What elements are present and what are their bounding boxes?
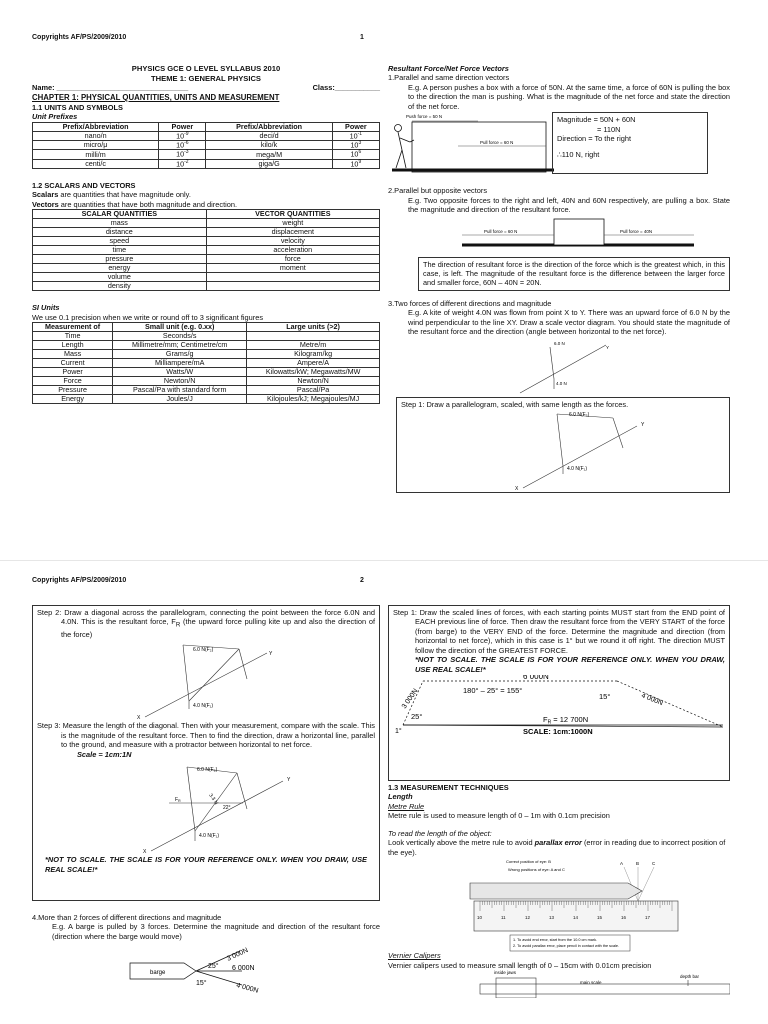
scalars-definition <box>32 190 380 199</box>
page-2 <box>0 560 768 1024</box>
scale-label: Scale = 1cm:1N <box>77 749 132 759</box>
figure-2-drawing <box>388 215 730 257</box>
si-cell: Time <box>33 332 113 341</box>
si-header-cell: Large units (>2) <box>247 323 380 332</box>
figure-parallel-same <box>388 112 730 178</box>
si-cell: Metre/m <box>247 341 380 350</box>
vectors-term: Vectors <box>32 199 59 209</box>
eye-c-label: C <box>652 861 656 867</box>
prefix-cell <box>33 159 159 168</box>
prefix-value: mega/M <box>256 149 283 159</box>
theme-title: THEME 1: GENERAL PHYSICS <box>151 73 261 83</box>
sv-cell: weight <box>206 219 379 228</box>
page-number: 1 <box>360 34 364 41</box>
prefix-row <box>33 150 380 159</box>
barge-label: barge <box>150 970 166 977</box>
chapter-title: CHAPTER 1: PHYSICAL QUANTITIES, UNITS AND MEASUREMENT <box>32 92 280 102</box>
si-units-table <box>32 322 380 404</box>
ruler-tick-label: 13 <box>549 915 555 921</box>
left-column <box>32 64 380 404</box>
sv-cell: time <box>33 246 207 255</box>
prefix-value: 10 <box>350 140 359 150</box>
scalars-def: are quantities that have magnitude only. <box>58 190 191 200</box>
resultant-heading: Resultant Force/Net Force Vectors <box>388 64 509 73</box>
sv-cell: velocity <box>206 237 379 246</box>
power-exponent: -1 <box>357 130 363 137</box>
item-3-num: 3. <box>388 298 395 308</box>
prefix-cell <box>206 150 332 159</box>
right-pull-label: Pull force = 40N <box>620 228 653 234</box>
vernier-text: Vernier calipers used to measure small length of 0 – 15cm with 0.01cm precision <box>388 960 652 970</box>
prefix-cell <box>206 159 332 168</box>
vd-fr <box>543 715 588 726</box>
item-1-example: E.g. A person pushes a box with a force of 50N. At the same time, a force of 60N is pulling the box to the direction the man is pushing. What is the magnitude of the net force and state the direction of the net force. <box>408 82 730 111</box>
prefix-header-cell: Power <box>159 122 206 131</box>
y-label: Y <box>287 777 291 784</box>
prefix-value: centi/c <box>85 158 106 168</box>
figure-5-drawing <box>47 639 367 721</box>
right-column <box>388 64 730 493</box>
si-cell: Millimetre/mm; Centimetre/cm <box>113 341 247 350</box>
figure-kite-forces <box>388 337 730 397</box>
item-1-title-text: Parallel and same direction vectors <box>394 73 510 83</box>
prefix-table <box>32 122 380 169</box>
prefix-value: 10 <box>349 131 358 141</box>
figure-4-drawing <box>417 410 717 492</box>
not-to-scale-note: *NOT TO SCALE. THE SCALE IS FOR YOUR REFERENCE ONLY. WHEN YOU DRAW, USE REAL SCALE!* <box>45 855 367 874</box>
f1-label: 4.0 N(F₁) <box>199 833 220 840</box>
wrong-eye-label: Wrong positions of eye: A and C <box>508 867 565 873</box>
power-exponent: -2 <box>184 158 189 165</box>
barge-angle-25: 25° <box>208 963 219 971</box>
metre-rule-heading: Metre Rule <box>388 801 425 811</box>
vd-angle-15: 15° <box>599 691 611 701</box>
si-cell: Energy <box>33 395 113 404</box>
step-1-text: Step 1: Draw a parallelogram, scaled, with same length as the forces. <box>401 399 629 409</box>
prefix-cell <box>33 150 159 159</box>
si-cell: Watts/W <box>113 368 247 377</box>
figure-3-drawing <box>388 337 730 397</box>
read-length-heading: To read the length of the object: <box>388 828 492 838</box>
metre-rule-text: Metre rule is used to measure length of 0 – 1m with 0.1cm precision <box>388 811 610 821</box>
step-3-text: Step 3: Measure the length of the diagonal. Then with your measurement, compare with the scale. This is the magnitude of the resultant force. Then to find the direction, draw a horizontal line, parallel to the ground, and measure with a protractor between horizontal to net force. <box>37 721 375 750</box>
class-label: Class:___________ <box>312 83 380 93</box>
parallax-term: parallax error <box>534 838 582 848</box>
sv-cell: displacement <box>206 228 379 237</box>
power-exponent: -9 <box>184 130 189 137</box>
x-label: X <box>137 715 141 722</box>
prefix-row <box>33 159 380 168</box>
sv-header-cell: VECTOR QUANTITIES <box>206 210 379 219</box>
item-3-example: E.g. A kite of weight 4.0N was flown from point X to Y. There was an upward force of 6.0 N by the wind perpendicular to the line XY. Draw a scale vector diagram. You should state the magnitude of the resultant force and the direction (angle between horizontal to the net force). <box>408 308 730 337</box>
figure-parallel-opposite <box>388 215 730 257</box>
vd-fr-subscript: R <box>547 719 552 726</box>
si-cell: Pascal/Pa <box>247 386 380 395</box>
answer-2-box: The direction of resultant force is the direction of the force which is the greatest which, in this case, is left. The magnitude of the resultant force is the difference between the larger force and smaller force, 60N – 40N = 20N. <box>418 257 730 291</box>
vd-angle-25: 25° <box>411 711 423 721</box>
ruler-tick-label: 17 <box>645 915 651 921</box>
step-2-text <box>37 608 375 639</box>
prefix-header-cell: Power <box>332 122 379 131</box>
sv-row <box>33 237 380 246</box>
prefix-cell <box>206 131 332 140</box>
depth-bar-label: depth bar <box>680 974 700 980</box>
sv-cell: distance <box>33 228 207 237</box>
resultant-value: 3.3 N <box>207 792 220 807</box>
fr-symbol: F <box>175 797 179 804</box>
vd-3000: 3 000N <box>400 687 420 710</box>
ruler-tick-label: 11 <box>501 915 506 921</box>
sv-row <box>33 282 380 291</box>
fr-subscript: R <box>178 799 181 804</box>
copyright: Copyrights AF/PS/2009/2010 <box>32 34 127 41</box>
step-2-sub: R <box>175 621 181 629</box>
barge-figure <box>32 941 380 997</box>
step-2-end: (the upward force pulling kite up and also the direction of the force) <box>61 617 375 639</box>
item-4-title <box>32 913 380 922</box>
si-cell: Mass <box>33 350 113 359</box>
y-label: Y <box>269 651 273 658</box>
item-3-title-text: Two forces of different directions and magnitude <box>394 298 552 308</box>
fr-label <box>175 797 181 803</box>
prefix-value: milli/m <box>85 149 106 159</box>
si-header-cell: Small unit (e.g. 0.xx) <box>113 323 247 332</box>
item-3-title <box>388 299 730 308</box>
power-exponent: 3 <box>358 140 362 147</box>
item-4-num: 4. <box>32 913 39 922</box>
ruler-tick-label: 14 <box>573 915 579 921</box>
barge-angle-15: 15° <box>196 980 207 988</box>
prefix-value: 10 <box>176 140 185 150</box>
si-cell: Current <box>33 359 113 368</box>
barge-force-4000: 4 000N <box>235 982 260 996</box>
step-2-main: Step 2: Draw a diagonal across the parallelogram, connecting the point between the force 6.0N and 4.0N. This is the resultant force, F <box>37 608 375 627</box>
sv-cell <box>206 273 379 282</box>
vd-6000: 6 000N <box>523 674 549 681</box>
answer-1-line-4: ∴110 N, right <box>557 149 600 159</box>
eye-a-label: A <box>620 861 624 867</box>
name-class-line <box>32 83 380 92</box>
f1-label: 4.0 N(F₁) <box>193 703 214 710</box>
prefix-value: micro/μ <box>83 140 108 150</box>
vectors-definition <box>32 200 380 209</box>
unit-prefixes-heading: Unit Prefixes <box>32 112 78 122</box>
item-2-title-text: Parallel but opposite vectors <box>394 186 488 196</box>
answer-1-box <box>552 112 708 174</box>
vd-fr-symbol: F <box>543 714 548 724</box>
sv-cell: acceleration <box>206 246 379 255</box>
sv-cell: density <box>33 282 207 291</box>
main-scale-label: main scale <box>580 980 602 986</box>
f1-label: 4.0 N(F₁) <box>567 465 588 472</box>
scalars-term: Scalars <box>32 190 59 200</box>
sv-row <box>33 273 380 282</box>
prefix-value: deci/d <box>259 130 279 140</box>
si-cell: Grams/g <box>113 350 247 359</box>
page-number: 2 <box>360 577 364 584</box>
vd-calc: 180° – 25° = 155° <box>463 685 523 695</box>
name-label: Name: ________________________________ <box>32 83 189 93</box>
si-note: We use 0.1 precision when we write or round off to 3 significant figures <box>32 312 264 322</box>
ruler-tick-label: 10 <box>477 915 483 921</box>
power-exponent: 9 <box>358 158 362 165</box>
left-column <box>32 605 380 997</box>
parallax-text <box>388 838 730 857</box>
prefix-row <box>33 131 380 140</box>
prefix-cell <box>33 141 159 150</box>
item-4-title-text: More than 2 forces of different directions and magnitude <box>38 913 222 922</box>
prefix-value: nano/n <box>84 130 107 140</box>
prefix-cell <box>332 150 379 159</box>
power-exponent: -3 <box>184 149 189 156</box>
power-exponent: 6 <box>358 149 362 156</box>
si-cell: Newton/N <box>247 377 380 386</box>
inside-jaws-label: inside jaws <box>494 970 517 976</box>
sv-cell: volume <box>33 273 207 282</box>
vd-scale: SCALE: 1cm:1000N <box>523 726 593 735</box>
ruler-note-1: 1. To avoid end error, start from the 10.0 cm mark. <box>513 938 598 943</box>
prefix-value: kilo/k <box>260 140 278 150</box>
si-cell: Length <box>33 341 113 350</box>
prefix-value: 10 <box>176 159 185 169</box>
length-heading: Length <box>388 792 413 802</box>
prefix-header-cell: Prefix/Abbreviation <box>33 122 159 131</box>
f2-label: 6.0 N(F₂) <box>569 411 590 418</box>
f2-label: 6.0 N(F₂) <box>193 647 214 654</box>
prefix-value: 10 <box>350 159 359 169</box>
si-cell: Kilogram/kg <box>247 350 380 359</box>
scalar-vector-table <box>32 209 380 291</box>
si-cell: Pressure <box>33 386 113 395</box>
right-step-1-text: Step 1: Draw the scaled lines of forces, with each starting points MUST start from the END point of EACH previous line of force. Then draw the resultant force from the VERY START of the force (from barge) to the VERY END of the force. Determine the magnitude and direction (from horizontal to net force), which in this case is 1° but we round it off right. The direction MUST follow the direction of the GREATEST FORCE. <box>393 608 725 655</box>
item-1-num: 1. <box>388 73 395 83</box>
vectors-def: are quantities that have both magnitude and direction. <box>58 199 238 209</box>
prefix-cell <box>332 141 379 150</box>
pull-force-label: Pull force = 60 N <box>480 140 514 146</box>
section-1-1: 1.1 UNITS AND SYMBOLS <box>32 102 123 112</box>
section-1-2: 1.2 SCALARS AND VECTORS <box>32 180 136 190</box>
prefix-cell <box>159 150 206 159</box>
prefix-cell <box>33 131 159 140</box>
answer-1-line-2: = 110N <box>597 124 621 134</box>
x-label: X <box>143 849 147 856</box>
kite-6n-label: 6.0 N <box>554 340 565 346</box>
item-2-title <box>388 186 730 195</box>
item-2-num: 2. <box>388 186 395 196</box>
prefix-row <box>33 141 380 150</box>
kite-4n-label: 4.0 N <box>556 380 567 386</box>
item-4-example: E.g. A barge is pulled by 3 forces. Determine the magnitude and direction of the resultant force (direction where the barge would move) <box>52 922 380 941</box>
y-label: Y <box>641 421 645 428</box>
barge-force-6000: 6 000N <box>232 965 255 973</box>
vector-diagram <box>393 675 727 735</box>
sv-row <box>33 246 380 255</box>
si-header-cell: Measurement of <box>33 323 113 332</box>
angle-label: 22° <box>223 805 231 812</box>
sv-cell: moment <box>206 264 379 273</box>
sv-cell: mass <box>33 219 207 228</box>
vector-step-box <box>388 605 730 781</box>
prefix-value: giga/G <box>258 158 280 168</box>
metre-rule-figure <box>388 857 730 953</box>
prefix-cell <box>159 159 206 168</box>
prefix-value: 10 <box>176 149 185 159</box>
prefix-value: 10 <box>350 149 359 159</box>
si-cell: Pascal/Pa with standard form <box>113 386 247 395</box>
vd-fr-value: = 12 700N <box>551 714 589 724</box>
si-cell: Power <box>33 368 113 377</box>
look-text-1: Look vertically above the metre rule to avoid <box>388 838 535 848</box>
prefix-value: 10 <box>176 131 185 141</box>
sv-header-cell: SCALAR QUANTITIES <box>33 210 207 219</box>
sv-cell: pressure <box>33 255 207 264</box>
si-cell: Ampere/A <box>247 359 380 368</box>
prefix-header-cell: Prefix/Abbreviation <box>206 122 332 131</box>
look-text-2: (error in reading due to incorrect position of the eye). <box>388 838 726 857</box>
kite-y-label: Y <box>606 344 610 350</box>
push-force-label: Push force = 50 N <box>406 114 443 120</box>
si-cell: Milliampere/mA <box>113 359 247 368</box>
f2-label: 6.0 N(F₂) <box>197 767 218 774</box>
si-row <box>33 395 380 404</box>
vd-4000: 4 000N <box>640 691 664 707</box>
ruler-tick-label: 12 <box>525 915 531 921</box>
correct-eye-label: Correct position of eye: B <box>506 859 551 865</box>
sv-row <box>33 228 380 237</box>
prefix-cell <box>332 159 379 168</box>
si-units-heading: SI Units <box>32 303 60 313</box>
step-1-box <box>396 397 730 493</box>
ruler-note-2: 2. To avoid parallax error, place pencil in contact with the scale. <box>513 944 620 949</box>
sv-row <box>33 255 380 264</box>
answer-1-line-3: Direction = To the right <box>557 134 632 144</box>
answer-1-line-1: Magnitude = 50N + 60N <box>557 115 636 125</box>
figure-6-drawing <box>47 759 367 855</box>
power-exponent: -6 <box>184 140 189 147</box>
sv-row <box>33 219 380 228</box>
item-1-title <box>388 73 730 82</box>
right-column <box>388 605 730 998</box>
section-1-3: 1.3 MEASUREMENT TECHNIQUES <box>388 783 509 792</box>
vernier-figure <box>388 970 730 998</box>
sv-cell: force <box>206 255 379 264</box>
ruler-tick-label: 15 <box>597 915 603 921</box>
ruler-tick-label: 16 <box>621 915 627 921</box>
copyright: Copyrights AF/PS/2009/2010 <box>32 577 127 584</box>
vernier-heading: Vernier Calipers <box>388 951 441 961</box>
left-pull-label: Pull force = 60 N <box>484 228 518 234</box>
steps-2-3-box <box>32 605 380 901</box>
syllabus-title: PHYSICS GCE O LEVEL SYLLABUS 2010 <box>131 64 281 73</box>
sv-row <box>33 264 380 273</box>
si-cell: Kilowatts/kW; Megawatts/MW <box>247 368 380 377</box>
si-cell: Kilojoules/kJ; Megajoules/MJ <box>247 395 380 404</box>
sv-cell: energy <box>33 264 207 273</box>
prefix-cell <box>206 141 332 150</box>
x-label: X <box>515 485 519 492</box>
sv-cell <box>206 282 379 291</box>
right-not-to-scale: *NOT TO SCALE. THE SCALE IS FOR YOUR REFERENCE ONLY. WHEN YOU DRAW, USE REAL SCALE!* <box>415 655 725 674</box>
eye-b-label: B <box>636 861 640 867</box>
barge-force-3000: 3 000N <box>225 947 250 964</box>
item-2-example: E.g. Two opposite forces to the right and left, 40N and 60N respectively, are pulling a box. State the magnitude and direction of the resultant force. <box>408 195 730 215</box>
vd-angle-1: 1° <box>395 727 402 735</box>
si-cell: Seconds/s <box>113 332 247 341</box>
si-cell: Joules/J <box>113 395 247 404</box>
sv-cell: speed <box>33 237 207 246</box>
prefix-cell <box>159 141 206 150</box>
si-cell: Force <box>33 377 113 386</box>
si-cell: Newton/N <box>113 377 247 386</box>
